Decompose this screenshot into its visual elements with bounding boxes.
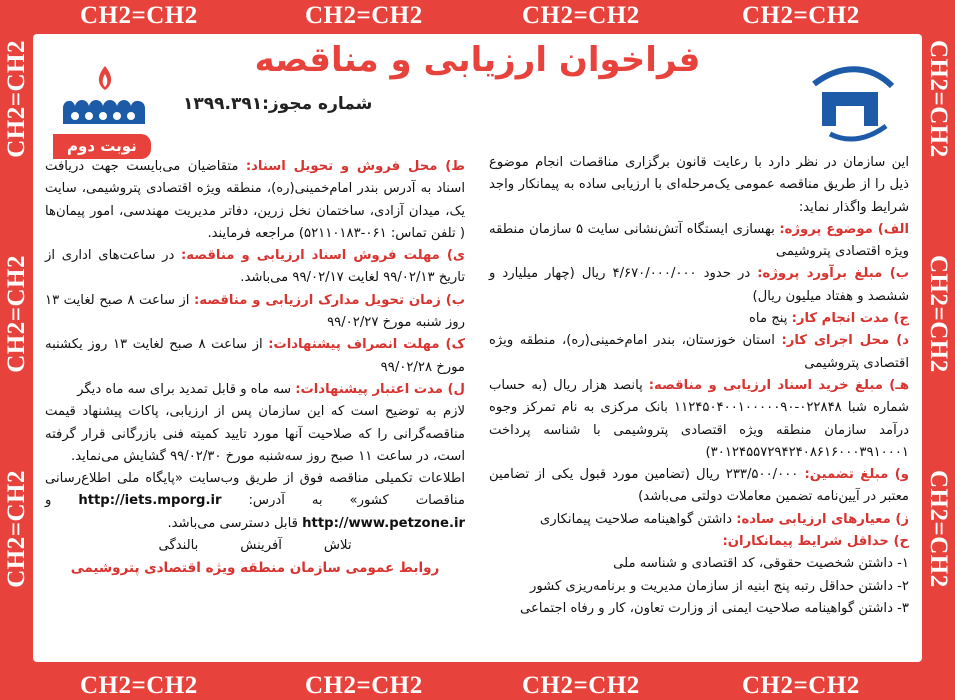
section-e [489, 375, 909, 464]
section-g [489, 509, 909, 531]
section-heading: ط) محل فروش و تحویل اسناد: [245, 159, 465, 174]
right-column [489, 152, 909, 620]
section-heading: ز) معیارهای ارزیابی ساده: [736, 511, 909, 527]
intro-text: این سازمان در نظر دارد با رعایت قانون برگزاری مناقصات انجام موضوع ذیل را از طریق مناقصه عمومی یک‌مرحله‌ای با ارزیابی ساده به پیمانکار واجد شرایط واگذار نماید: [489, 155, 909, 215]
section-c [489, 308, 909, 330]
section-text: سه ماه و قابل تمدید برای سه ماه دیگر [77, 381, 292, 397]
border-tag: CH2=CH2 [305, 672, 423, 699]
opening-note: لازم به توضیح است که این سازمان پس از ارزیابی، پاکات پیشنهاد قیمت مناقصه‌گرانی را که صلاحیت آنها مورد تایید کمیته فنی بازرگانی قرار گرفته است، در ساعت ۱۱ صبح روز سه‌شنبه مورخ ۹۹/۰۲/۳۰ گشایش می‌نماید. [45, 404, 465, 464]
section-l [45, 379, 465, 401]
border-tag: CH2=CH2 [742, 2, 860, 29]
section-text: استان خوزستان، بندر امام‌خمینی(ره)، منطقه ویژه اقتصادی پتروشیمی [489, 333, 909, 371]
section-t [45, 156, 465, 245]
section-k [45, 290, 465, 335]
content-panel [33, 34, 922, 662]
section-text: پنج ماه [749, 311, 788, 327]
section-heading: ی) مهلت فروش اسناد ارزیابی و مناقصه: [181, 248, 466, 264]
section-d [489, 330, 909, 375]
border-tag: CH2=CH2 [3, 470, 30, 588]
section-text: از ساعت ۸ صبح لغایت ۱۳ روز شنبه مورخ ۹۹/۰۲/۲۷ [45, 292, 465, 331]
border-tag: CH2=CH2 [80, 672, 198, 699]
section-text: ۲۳۳/۵۰۰/۰۰۰ ریال (تضامین مورد قبول یکی از تضامین معتبر در آیین‌نامه تضمین معاملات دولتی می‌باشد) [489, 467, 909, 505]
border-tag: CH2=CH2 [925, 470, 952, 588]
section-text: از ساعت ۸ صبح لغایت ۱۳ روز یکشنبه مورخ ۹۹/۰۲/۲۸ [45, 337, 465, 375]
section-heading: و) مبلغ تضمین: [804, 467, 909, 483]
section-kk [45, 334, 465, 379]
border-tag: CH2=CH2 [305, 2, 423, 29]
section-heading: ک) مهلت انصراف پیشنهادات: [268, 337, 465, 353]
section-heading: الف) موضوع پروژه: [779, 221, 909, 237]
section-text: داشتن گواهینامه صلاحیت پیمانکاری [539, 511, 733, 527]
section-heading: ل) مدت اعتبار پیشنهادات: [295, 381, 465, 397]
info-text: اطلاعات تکمیلی مناقصه فوق از طریق وب‌سایت «پایگاه ملی اطلاع‌رسانی مناقصات کشور» به آدرس: [45, 471, 465, 509]
list-item: ۱- داشتن شخصیت حقوقی، کد اقتصادی و شناسه ملی [613, 556, 909, 572]
border-tag: CH2=CH2 [80, 2, 198, 29]
section-text: پانصد هزار ریال (به حساب شماره شبا ۰۲۲۸۴۸-۱۱۲۴۵۰۴۰۰۱۰۰۰۰۰۹۰ بانک مرکزی به نام تمرکز وجوه درآمد سازمان منطقه ویژه اقتصادی پتروشیمی با شناسه پرداخت ۳۰۱۲۴۵۵۷۲۹۴۲۴۰۸۶۱۶۰۰۰۳۹۱۰۰۰۱) [489, 377, 909, 460]
left-column [45, 156, 465, 580]
petzone-link[interactable]: http://www.petzone.ir [302, 515, 465, 531]
section-heading: هـ) مبلغ خرید اسناد ارزیابی و مناقصه: [648, 377, 909, 393]
section-heading: ب) زمان تحویل مدارک ارزیابی و مناقصه: [193, 292, 465, 308]
section-heading: ح) حداقل شرایط پیمانکاران: [722, 534, 909, 550]
border-tag: CH2=CH2 [3, 255, 30, 373]
footer-signature: روابط عمومی سازمان منطقه ویژه اقتصادی پتروشیمی [70, 560, 440, 577]
border-tag: CH2=CH2 [742, 672, 860, 699]
round-badge: نوبت دوم [53, 134, 151, 159]
section-y [45, 245, 465, 290]
info-text: و [45, 493, 52, 509]
border-tag: CH2=CH2 [925, 255, 952, 373]
section-text: بهسازی ایستگاه آتش‌نشانی سایت ۵ سازمان منطقه ویژه اقتصادی پتروشیمی [489, 221, 909, 260]
section-f [489, 464, 909, 509]
section-heading: د) محل اجرای کار: [781, 333, 909, 349]
border-tag: CH2=CH2 [3, 40, 30, 158]
list-item: ۲- داشتن حداقل رتبه پنج ابنیه از سازمان مدیریت و برنامه‌ریزی کشور [530, 578, 909, 594]
info-paragraph [45, 468, 465, 535]
list-item: ۳- داشتن گواهینامه صلاحیت ایمنی از وزارت تعاون، کار و رفاه اجتماعی [520, 600, 909, 616]
section-a [489, 219, 909, 264]
border-tag: CH2=CH2 [925, 40, 952, 158]
border-tag: CH2=CH2 [522, 672, 640, 699]
permit-number: شماره مجوز:۱۳۹۹.۳۹۱ [183, 94, 373, 114]
page-title: فراخوان ارزیابی و مناقصه [254, 40, 701, 80]
section-text: در حدود ۴/۶۷۰/۰۰۰/۰۰۰ ریال (چهار میلیارد و ششصد و هفتاد میلیون ریال) [489, 266, 909, 304]
border-tag: CH2=CH2 [522, 2, 640, 29]
section-b [489, 263, 909, 308]
section-heading: ب) مبلغ برآورد پروژه: [757, 266, 909, 282]
section-heading: ج) مدت انجام کار: [791, 311, 909, 327]
info-text: قابل دسترسی می‌باشد. [167, 515, 298, 531]
section-text: در ساعت‌های اداری از تاریخ ۹۹/۰۲/۱۳ لغایت ۹۹/۰۲/۱۷ می‌باشد. [45, 248, 465, 286]
section-text: متقاضیان می‌بایست جهت دریافت اسناد به آدرس بندر امام‌خمینی(ره)، منطقه ویژه اقتصادی پتروشیمی، سایت یک، میدان آزادی، ساختمان نخل زرین، دفاتر مدیریت مهندسی، امور پیمان‌ها ( تلفن تماس: ۰۶۱-۵۲۱۱۰۱۸۳) مراجعه فرمایند. [45, 159, 465, 241]
section-h [489, 531, 909, 553]
slogan: تلاش آفرینش بالندگی [158, 538, 352, 554]
iets-link[interactable]: http://iets.mporg.ir [78, 493, 222, 509]
